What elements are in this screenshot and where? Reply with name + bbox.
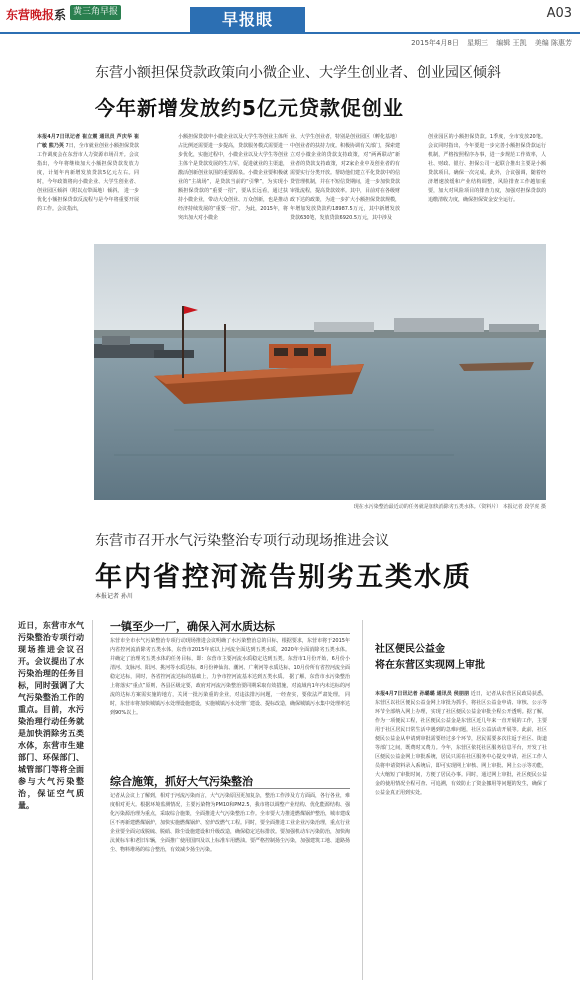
article3-headline-line2: 将在东营区实现网上审批 [375,660,485,671]
issue-weekday: 星期三 [467,39,489,47]
article2-byline: 本报记者 孙川 [95,593,133,600]
article1-col1-text: 7日，全市就业创业小额担保贷款工作调度会在东营市人力资源市场召开。会议指出，今年将继续加大小额担保贷款发放力度，计划年内新增发放贷款5亿元左右。同时，今年政策将向小微企业、大学生创业者、创业园区倾斜（附以点带面地）倾斜。 进一步优化小额担保贷款反流程与是今年将重要开展的工作。会议指出， [37,143,139,212]
article1-byline: 本报4月7日讯记者 崔立震 通讯员 芦庆华 崔广敏 熊乃英 [37,134,139,149]
sidebar-divider [92,620,93,980]
article2-section-1-text: 东营市全市水气污染整治专项行动现场推进会议明确了水污染整治总的目标，根据要求，东营市将于2015年内省控河流消除劣五类水体，东营市2015年底以上河流全面达到五类水质，2020年全面消除劣五类水体。并确定了治理劣五类水体的任务目标，即：东营市主要河流水质稳定达到五类。东营市1月份开始，6月份小清河、支脉河、阳河、挑河等水质达标，8月份神仙沟、潮河、广利河等水质达标，10月份所有省控河流全面稳定达标，同时，各省控河流达标的基础上，力争市控河流基本达到五类水质。 据了解，东营市水污染整治上将落实“重点”原则，各县区级定要，政府对河流污染整治要同期采取有效措施，对流域内1年内未达标的河流的达标方案需实施的地方，关闭一批污染重的企业，对违法排污问题，一经查实，要依法严肃处理。 同时，东营市将加快城镇污水处理设施建设，实施城镇污水处理厂建设、提标改造，确保城镇污水集中处理率达到90%以上。 [110,638,350,716]
article3-byline: 本报4月7日讯记者 孙璐璐 通讯员 侯朋朋 [375,691,470,697]
article1-photo [94,244,546,500]
article2-summary: 近日，东营市水气污染整治专项行动现场推进会议召开。会议提出了水污染治理的任务目标，同时强调了大气污染整治工作的重点。目前，水污染治理行动任务就是加快消除劣五类水体，东营市生建部门、环保部门、城管部门等将全面参与大气污染整治，保证空气质量。 [18,621,84,810]
article1-column-3: 业、大学生创业者，特别是创业园区（孵化基地）中创业者的扶持力度。积极协调有关部门，探索建立对小微企业的贷款支持政策，对“两两联动”新业者的贷款支持政策，对2家企业中及创业者的有需要实行分类开放。帮助他们建立平化贷款中的信贷管理机制，并在不短信贷期间，进一步加快贷款审批流程，提高贷款效率。其中，目前对在各级财政下达的政策，为进一步扩大小额担保贷款规模，年增加发放贷款约18987.5万元，其中新增发放贷款630笔，发放贷款6920.5万元，其中涉及 [290,134,400,221]
section-banner: 早报眼 [190,7,305,32]
article2-headline: 年内省控河流告别劣五类水质 [95,562,472,593]
issue-editor: 编辑 王凯 [496,39,527,47]
subhead-1-rule [110,633,350,634]
issue-designer: 美编 陈惠芳 [534,39,572,47]
photo-caption: 现在水污染整治最近动的任务就是加快消除劣五类水体。（资料片） 本报记者 段学虎 摄 [353,504,546,510]
article1-headline: 今年新增发放约5亿元贷款促创业 [95,96,404,120]
issue-date: 2015年4月8日 [411,39,459,47]
article2-subhead-2: 综合施策，抓好大气污染整治 [110,775,253,788]
article1-column-4: 创业园区的小额担保贷款。1季度，全市发放20笔。会议同时指出，今年要进一步完善小额担保贷款运行机制，严格按照程序办事，进一步规范工作效率，人社、财政、银行、担保公司一起联合推出主要是小额贷款项目。确保一次完成。此外，合议强调，随着经济增速放缓和产业结构调整，风险排查工作越加重要，加大对风险项目的排查力度，加强对担保贷款的追缴清收力度，确保担保资金安全运行。 [428,134,546,203]
edition-badge: 黄三角早报 [70,5,121,20]
article1-column-2: 小额担保贷款申小微企业以及大学生等创业主体所占比例还需要进一步提高，贷款服务模式需要进一步优化，实施过程中，小微企业以及大学生等创业主体个是贷款发展的生力军，促进就业的主渠道，激活创新创业氛围的重要源泉。小微企业要积极就业的“主战场”，是贷款当前的“引擎”，为实现小额担保贷款的“重要一招”，要从长远看，通过扶持小微企业，带动大众创业、万众创新，也是推动经济持续发展的“重要一招”。 为此，2015年，将突出加大对小微企 [178,134,288,221]
article2-section-2-text: 记者从会议上了解到，相对于河流污染而言，大气污染原因更加复杂，整治工作涉及方方面面，各行各业，难度相对更大。根据环境监测情况，主要污染物为PM10和PM2.5，我市将以调整产业结构、优化能源结构、强化污染源治理为重点，采取综合施策，全面推进大气污染整治工作。全市要大力推进燃煤锅炉整治，城市建成区不再新建燃煤锅炉，加快实施燃煤锅炉、窑炉改燃气工程。同时，要全面推进工业企业污染治理，重点行业企业要全面完成脱硫、脱硝、除尘设施建设和升级改造，确保稳定达标排放。要加强机动车污染防治，加快淘汰黄标车和老旧车辆，全面推广使用国四及以上标准车用燃油。要严格控制扬尘污染，加强建筑工地、道路扬尘、物料堆场的综合整治，有效减少扬尘污染。 [110,793,350,853]
article3-body [375,690,547,978]
issue-meta [405,38,572,48]
masthead [0,0,580,50]
article1-kicker: 东营小额担保贷款政策向小微企业、大学生创业者、创业园区倾斜 [95,65,501,81]
article1-column-1 [37,133,139,235]
paper-logo: 东营晚报 [6,8,55,22]
article2-subhead-1: 一镇至少一厂，确保入河水质达标 [110,620,275,633]
subhead-2-rule [110,788,350,789]
page-number: A03 [546,6,572,21]
boat-river-photo [94,244,546,500]
paper-logo-suffix: 系 [54,8,67,22]
article3-divider [362,620,363,980]
article3-text: 近日，记者从东营区民政局获悉，东营区以社区便民公益金网上审批为抓手，将社区公益金申请、审核、公示等环节全部纳入网上办理，实现了社区便民公益金审批全程公开透明。据了解，作为一项便民工程，社区便民公益金是东营区近几年来一直开展的工作，主要用于社区居民日常生活中遇到的急难问题，社区公益活动开展等。此前，社区便民公益金从申请到审批需要经过多个环节，居民需要多次往返于社区、街道等部门之间，既费时又费力。今年，东营区依托社区服务信息平台，开发了社区便民公益金网上审批系统，居民只需在社区服务中心提交申请，社区工作人员将申请资料录入系统后，即可实现网上审核、网上审批、网上公示等功能，大大缩短了审批时间，方便了居民办事。同时，通过网上审批，社区便民公益金的使用情况全程可查、可追溯，有效防止了资金挪用等问题的发生，确保了公益金真正用到实处。 [375,691,547,796]
top-rule [0,32,580,34]
article2-kicker: 东营市召开水气污染整治专项行动现场推进会议 [95,533,389,549]
article3-headline-line1: 社区便民公益金 [375,644,445,655]
